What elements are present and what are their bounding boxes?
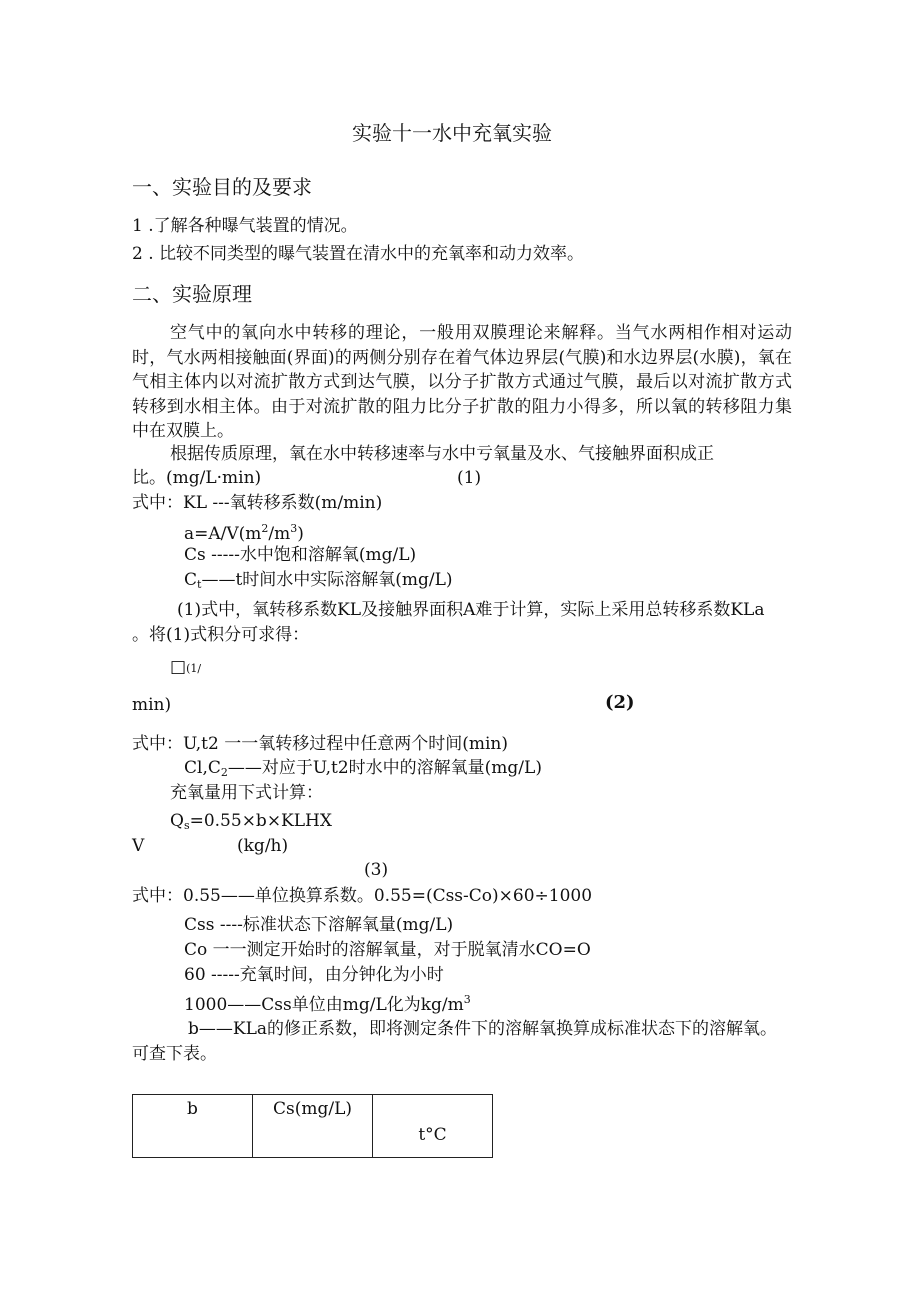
principle-paragraph-2: 根据传质原理，氧在水中转移速率与水中亏氧量及水、气接触界面积成正: [170, 444, 714, 464]
charge-formula-intro: 充氧量用下式计算：: [170, 783, 323, 803]
objective-item-2: 2 . 比较不同类型的曝气装置在清水中的充氧率和动力效率。: [132, 244, 585, 264]
definition-cs: Cs -----水中饱和溶解氧(mg/L): [184, 545, 417, 565]
equation-2-fragment: [170, 656, 201, 680]
lookup-text: 可查下表。: [132, 1044, 217, 1064]
page-title: 实验十一水中充氧实验: [352, 121, 552, 145]
where-055: 式中：0.55——单位换算系数。0.55=(Css-Co)×60÷1000: [132, 886, 593, 906]
equation-2-number: (2): [605, 692, 635, 713]
definition-ct: [184, 569, 453, 596]
definition-ct-sub: t: [197, 578, 202, 591]
equation-3-number: (3): [364, 860, 389, 880]
correction-table: [132, 1094, 493, 1158]
definition-c1-c2-text: Cl,C: [184, 758, 221, 778]
principle-paragraph-3b: 。将(1)式积分可求得：: [132, 625, 310, 645]
definition-1000: [184, 989, 471, 1016]
definition-60: 60 -----充氧时间，由分钟化为小时: [184, 965, 444, 985]
principle-paragraph-1: 空气中的氧向水中转移的理论，一般用双膜理论来解释。当气水两相作相对运动时，气水两相接触面(界面)的两侧分别存在着气体边界层(气膜)和水边界层(水膜)，氧在气相主体内以对流扩散方式到达气膜，以分子扩散方式通过气膜，最后以对流扩散方式转移到水相主体。由于对流扩散的阻力比分子扩散的阻力小得多，所以氧的转移阻力集中在双膜上。: [132, 323, 792, 441]
qs-q: Q: [170, 811, 184, 831]
definition-ct-rest: ——t时间水中实际溶解氧(mg/L): [201, 570, 453, 590]
definition-b: b——KLa的修正系数，即将测定条件下的溶解氧换算成标准状态下的溶解氧。: [188, 1019, 778, 1039]
section-heading-objectives: 一、实验目的及要求: [132, 175, 312, 199]
objective-item-1: 1 .了解各种曝气装置的情况。: [132, 216, 358, 236]
definition-a-sup-1: 2: [261, 522, 269, 535]
definition-css: Css ----标准状态下溶解氧量(mg/L): [184, 915, 454, 935]
equation-2-fragment-box: □: [170, 657, 187, 677]
section-heading-principle: 二、实验原理: [132, 282, 252, 306]
definition-a: [184, 518, 304, 545]
definition-c1-c2-rest: ——对应于U,t2时水中的溶解氧量(mg/L): [227, 758, 542, 778]
definition-co: Co 一一测定开始时的溶解氧量，对于脱氧清水CO=O: [184, 940, 591, 960]
table-header-temp: t°C: [373, 1095, 493, 1158]
qs-formula: [170, 810, 332, 837]
definition-c1-c2: [184, 757, 542, 784]
equation-2-fragment-text: (1/: [186, 662, 202, 675]
definition-a-text: a=A/V(m: [184, 524, 262, 544]
qs-sub: s: [183, 819, 190, 832]
where-kl: 式中：KL ---氧转移系数(m/min): [132, 493, 383, 513]
definition-1000-sup: 3: [463, 993, 471, 1006]
qs-unit: (kg/h): [237, 836, 289, 856]
equation-1-number: (1): [457, 468, 482, 488]
where-t1-t2: 式中：U,t2 一一氧转移过程中任意两个时间(min): [132, 734, 508, 754]
definition-c1-c2-sub: 2: [220, 766, 228, 779]
principle-paragraph-3: (1)式中，氧转移系数KL及接触界面积A难于计算，实际上采用总转移系数KLa: [177, 600, 765, 620]
definition-a-sup-2: 3: [290, 522, 298, 535]
qs-v: V: [132, 836, 145, 856]
equation-2-text: min): [132, 695, 172, 715]
qs-rest: =0.55×b×KLHX: [189, 811, 332, 831]
definition-ct-c: C: [184, 570, 198, 590]
definition-a-mid: /m: [268, 524, 291, 544]
table-header-cs: Cs(mg/L): [253, 1095, 373, 1158]
table-header-b: b: [133, 1095, 253, 1158]
definition-a-end: ): [297, 524, 304, 544]
equation-1-text: 比。(mg/L·min): [132, 468, 262, 488]
table-row: [133, 1095, 493, 1158]
definition-1000-text: 1000——Css单位由mg/L化为kg/m: [184, 995, 464, 1015]
